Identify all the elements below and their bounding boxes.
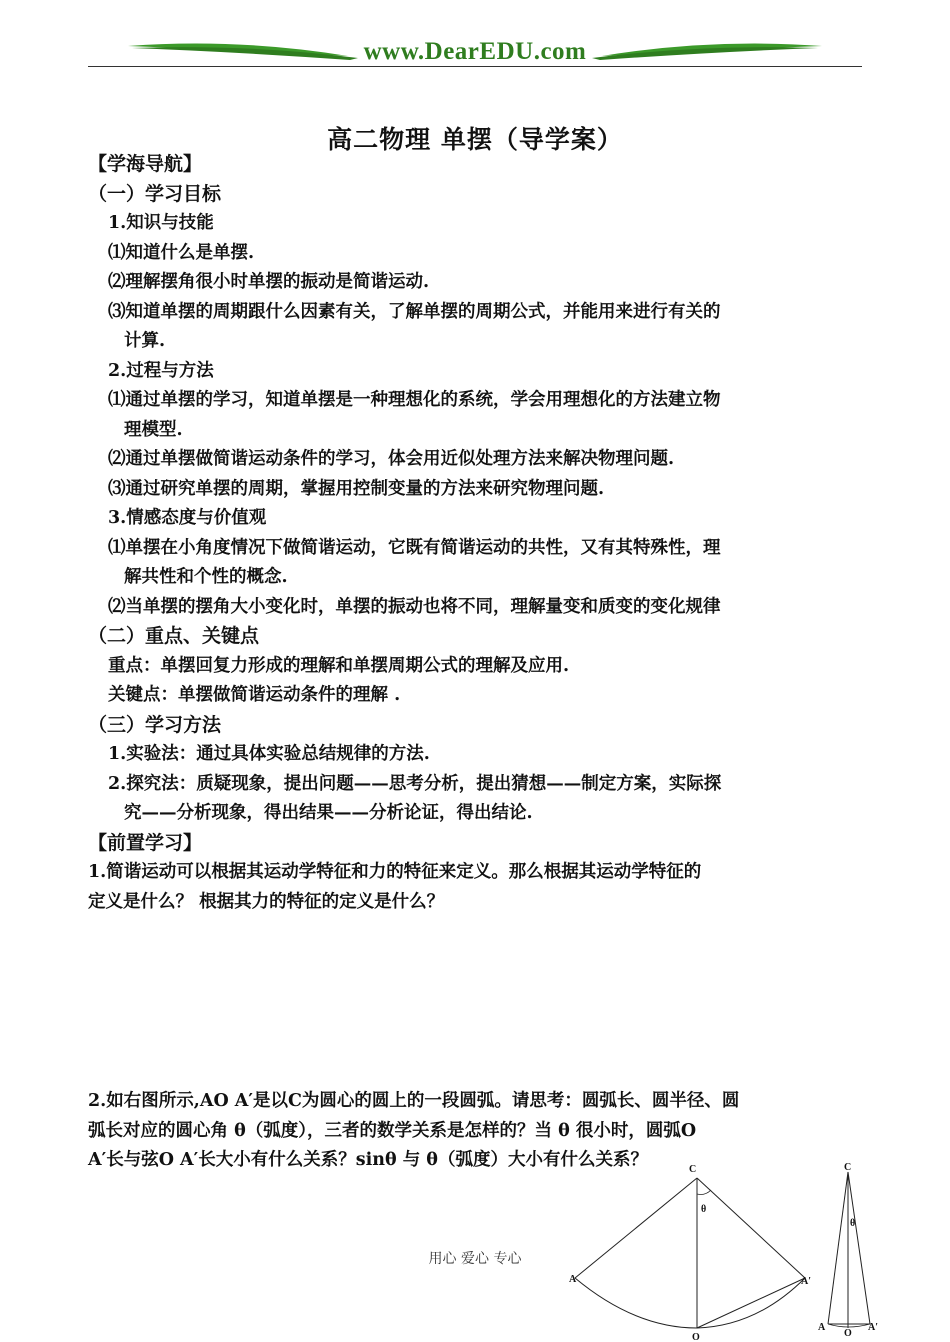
subsection-heading: 3.情感态度与价值观 xyxy=(108,508,267,528)
text-line: ⑵当单摆的摆角大小变化时，单摆的振动也将不同，理解量变和质变的变化规律 xyxy=(108,596,721,617)
question-line: 弧长对应的圆心角 θ（弧度），三者的数学关系是怎样的？当 θ 很小时，圆弧O xyxy=(88,1120,697,1141)
section-heading: （二）重点、关键点 xyxy=(88,625,260,647)
text-line: ⑶知道单摆的周期跟什么因素有关，了解单摆的周期公式，并能用来进行有关的 xyxy=(108,301,721,322)
text-line: ⑵通过单摆做简谐运动条件的学习，体会用近似处理方法来解决物理问题. xyxy=(108,449,675,469)
subsection-heading: 2.过程与方法 xyxy=(108,360,214,381)
question-line: 2.如右图所示,AO A′是以C为圆心的圆上的一段圆弧。请思考：圆弧长、圆半径、圆 xyxy=(88,1091,740,1111)
page-footer: 用心 爱心 专心 xyxy=(428,1251,522,1267)
text-line: 1.实验法：通过具体实验总结规律的方法. xyxy=(108,744,430,764)
text-line: ⑴单摆在小角度情况下做简谐运动，它既有简谐运动的共性，又有其特殊性，理 xyxy=(108,537,721,558)
question-line: 1.简谐运动可以根据其运动学特征和力的特征来定义。那么根据其运动学特征的 xyxy=(88,862,702,882)
question-line: A′长与弦O A′长大小有什么关系？sinθ 与 θ（弧度）大小有什么关系？ xyxy=(88,1150,648,1170)
label-c-small: C xyxy=(844,1162,852,1173)
label-o-small: O xyxy=(844,1328,852,1339)
text-line: 解共性和个性的概念. xyxy=(124,567,288,587)
site-logo-text: www.DearEDU.com xyxy=(363,38,587,65)
site-header xyxy=(88,30,862,70)
label-theta-small: θ xyxy=(850,1218,856,1229)
section-heading: 【学海导航】 xyxy=(88,153,203,175)
question-line: 定义是什么？ 根据其力的特征的定义是什么？ xyxy=(88,891,445,912)
text-line: ⑵理解摆角很小时单摆的振动是简谐运动. xyxy=(108,272,430,292)
text-line: 计算. xyxy=(124,331,166,351)
text-line: 重点：单摆回复力形成的理解和单摆周期公式的理解及应用. xyxy=(108,655,570,676)
label-a: A xyxy=(569,1274,577,1285)
label-a-prime: A′ xyxy=(801,1276,812,1287)
page-title: 高二物理 单摆（导学案） xyxy=(327,125,623,154)
text-line: ⑶通过研究单摆的周期，掌握用控制变量的方法来研究物理问题. xyxy=(108,478,605,499)
answer-space xyxy=(88,917,866,1087)
text-line: ⑴通过单摆的学习，知道单摆是一种理想化的系统，学会用理想化的方法建立物 xyxy=(108,390,721,410)
text-line: 理模型. xyxy=(124,419,183,440)
subsection-heading: 1.知识与技能 xyxy=(108,213,214,233)
header-rule xyxy=(88,66,862,67)
label-a-prime-small: A′ xyxy=(868,1322,879,1333)
small-angle-pendulum-diagram xyxy=(812,1158,882,1340)
label-theta: θ xyxy=(701,1204,707,1215)
section-heading: （一）学习目标 xyxy=(88,182,222,205)
label-c: C xyxy=(689,1164,697,1175)
text-line: 究——分析现象，得出结果——分析论证，得出结论. xyxy=(124,803,533,823)
text-line: 关键点：单摆做简谐运动条件的理解 . xyxy=(108,685,401,705)
label-o: O xyxy=(692,1332,700,1342)
text-line: ⑴知道什么是单摆. xyxy=(108,242,255,263)
document-body xyxy=(88,150,866,1176)
pendulum-arc-diagram xyxy=(565,1160,815,1342)
text-line: 2.探究法：质疑现象，提出问题——思考分析，提出猜想——制定方案，实际探 xyxy=(108,773,722,794)
label-a-small: A xyxy=(818,1322,826,1333)
section-heading: （三）学习方法 xyxy=(88,713,222,736)
section-heading: 【前置学习】 xyxy=(88,831,203,854)
